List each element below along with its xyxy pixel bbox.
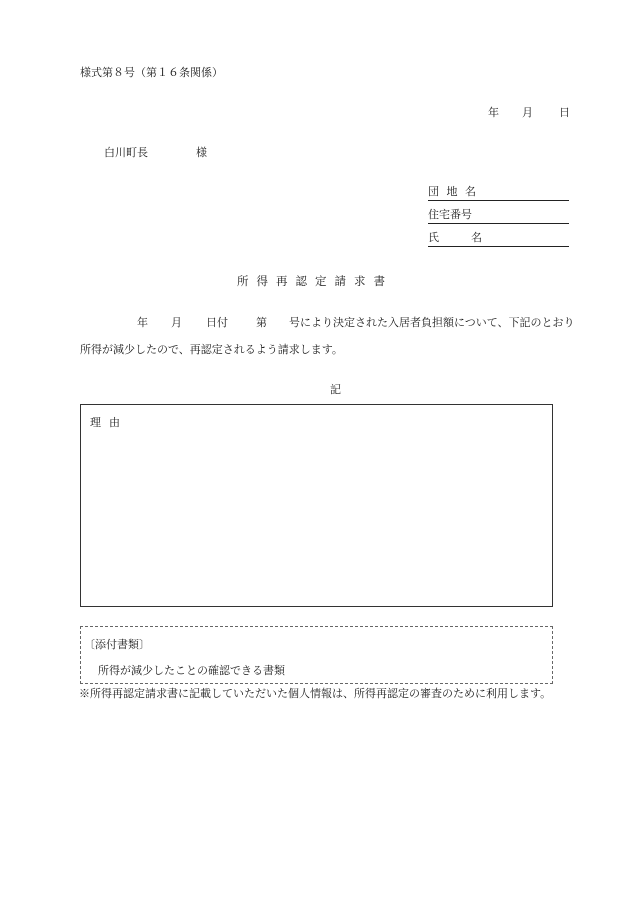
house-number-label: 住宅番号 [428,208,472,221]
date-month-label: 月 [522,106,533,119]
reason-box[interactable] [80,404,553,607]
addressee-honorific: 様 [196,146,207,159]
document-title: 所得再認定請求書 [237,274,393,288]
body-dai-label: 第 [256,316,267,329]
attachments-heading: 〔添付書類〕 [84,638,150,651]
full-name-label-char2: 名 [471,231,482,244]
ki-heading: 記 [330,383,341,396]
danchi-name-field[interactable] [428,182,569,201]
addressee-name: 白川町長 [104,146,148,159]
full-name-label-char1: 氏 [428,231,439,244]
privacy-note: ※所得再認定請求書に記載していただいた個人情報は、所得再認定の審査のために利用します。 [79,687,552,700]
body-year-label: 年 [137,316,148,329]
body-text-line-1: 号により決定された入居者負担額について、下記のとおり [289,316,575,329]
house-number-field[interactable] [428,205,569,224]
reason-label: 理由 [90,416,128,429]
attachment-item: 所得が減少したことの確認できる書類 [98,664,285,677]
danchi-name-label: 団 地 名 [428,185,478,198]
body-text-line-2: 所得が減少したので、再認定されるよう請求します。 [80,343,343,356]
body-month-label: 月 [171,316,182,329]
attachments-box [80,626,553,684]
date-year-label: 年 [488,106,499,119]
full-name-field[interactable] [428,228,569,247]
form-number: 様式第８号（第１６条関係） [80,66,223,79]
body-day-label: 日付 [206,316,228,329]
date-day-label: 日 [559,106,570,119]
